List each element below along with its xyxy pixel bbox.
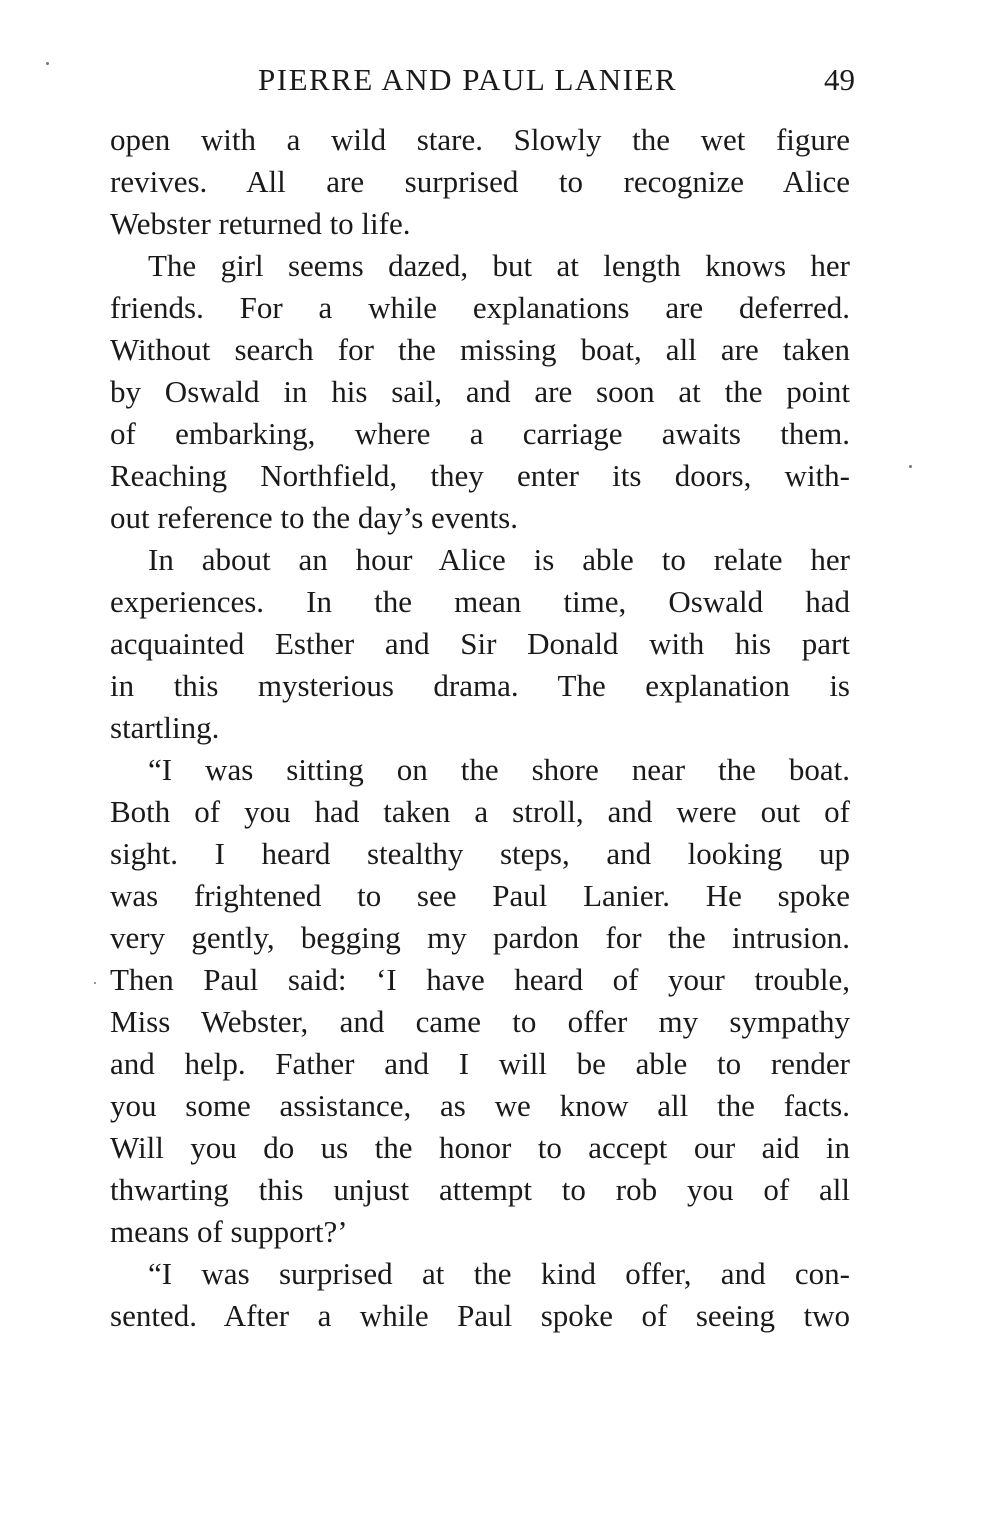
scan-speck: [46, 62, 49, 65]
text-line: friends. For a while explanations are deferred.: [110, 290, 850, 325]
text-line: sight. I heard stealthy steps, and looking up: [110, 836, 850, 871]
text-line: sented. After a while Paul spoke of seeing two: [110, 1298, 850, 1333]
text-line: experiences. In the mean time, Oswald had: [110, 584, 850, 619]
body-text: [110, 119, 850, 1337]
text-line: means of support?’: [110, 1214, 348, 1249]
text-line: very gently, begging my pardon for the intrusion.: [110, 920, 850, 955]
text-line: Without search for the missing boat, all are taken: [110, 332, 850, 367]
text-line: Miss Webster, and came to offer my sympathy: [110, 1004, 850, 1039]
text-line: open with a wild stare. Slowly the wet figure: [110, 122, 850, 157]
scan-speck: [909, 465, 912, 468]
text-line: Then Paul said: ‘I have heard of your trouble,: [110, 962, 850, 997]
text-line: startling.: [110, 710, 220, 745]
text-line: The girl seems dazed, but at length knows her: [148, 248, 850, 283]
text-line: by Oswald in his sail, and are soon at the point: [110, 374, 850, 409]
text-line: you some assistance, as we know all the facts.: [110, 1088, 850, 1123]
text-line: “I was surprised at the kind offer, and con-: [148, 1256, 850, 1291]
text-line: thwarting this unjust attempt to rob you of all: [110, 1172, 850, 1207]
text-line: Reaching Northfield, they enter its doors, with-: [110, 458, 850, 493]
text-line: of embarking, where a carriage awaits them.: [110, 416, 850, 451]
text-line: In about an hour Alice is able to relate her: [148, 542, 850, 577]
text-line: and help. Father and I will be able to render: [110, 1046, 850, 1081]
text-line: revives. All are surprised to recognize Alice: [110, 164, 850, 199]
text-line: Will you do us the honor to accept our aid in: [110, 1130, 850, 1165]
text-line: was frightened to see Paul Lanier. He spoke: [110, 878, 850, 913]
page-header: [110, 58, 855, 102]
text-line: in this mysterious drama. The explanation is: [110, 668, 850, 703]
text-line: “I was sitting on the shore near the boat.: [148, 752, 850, 787]
page-number: 49: [824, 62, 855, 97]
text-line: out reference to the day’s events.: [110, 500, 518, 535]
text-line: Webster returned to life.: [110, 206, 411, 241]
text-line: acquainted Esther and Sir Donald with his part: [110, 626, 850, 661]
scan-speck: [94, 982, 96, 984]
text-line: Both of you had taken a stroll, and were out of: [110, 794, 850, 829]
running-title: PIERRE AND PAUL LANIER: [258, 62, 678, 97]
